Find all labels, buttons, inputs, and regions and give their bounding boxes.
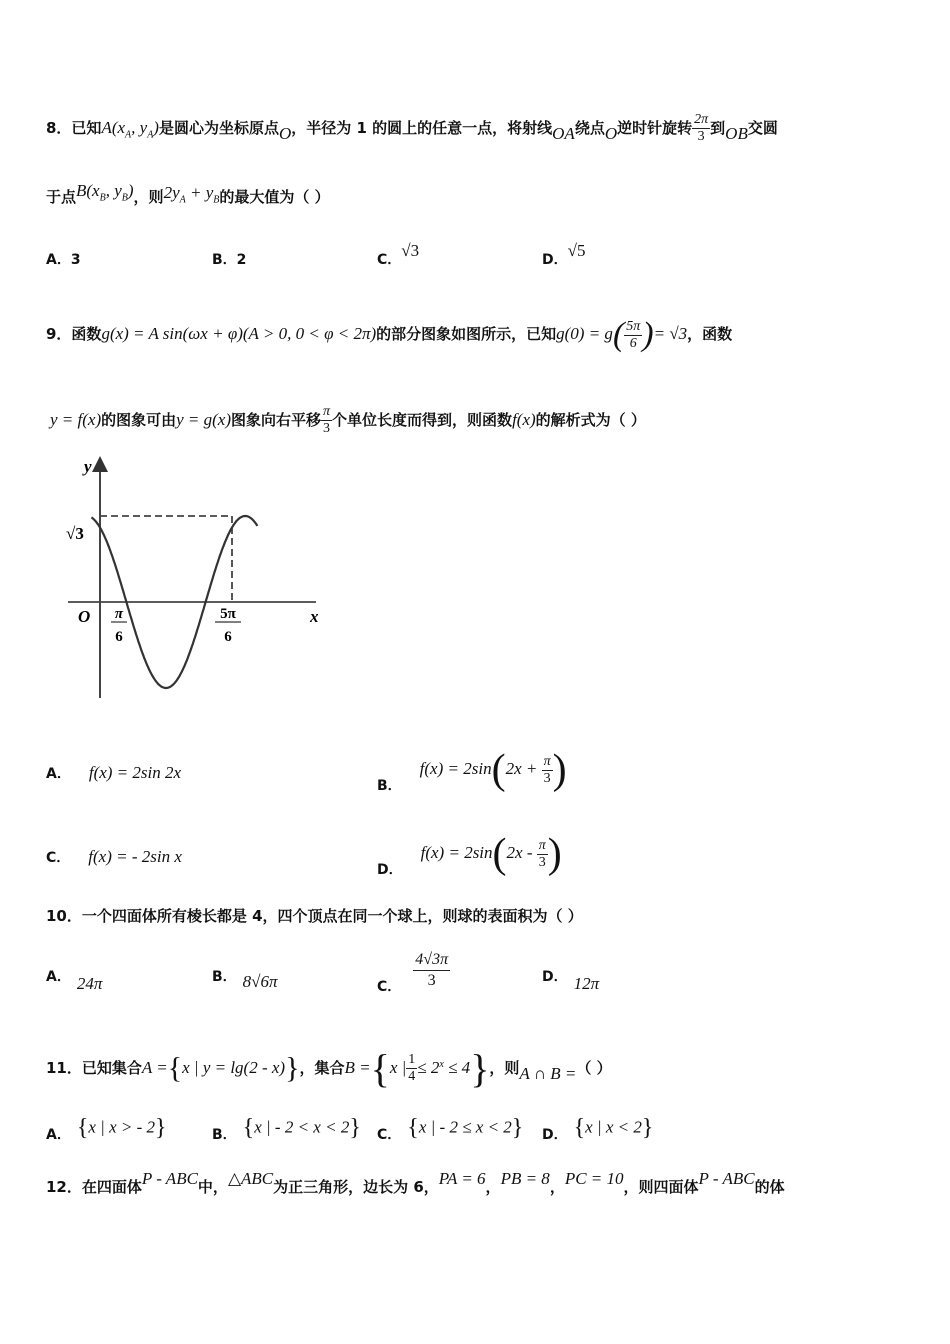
q8-text4: 逆时针旋转 [617,119,693,137]
q12-triangle: △ABC [227,1169,274,1188]
q8-pointA: $A(x_A$, $y_A$) [101,118,159,141]
q9-g-func: y = g(x) [176,410,232,429]
q8-option-b[interactable]: B．2 [212,252,247,268]
x-tick2-num: 5π [220,606,236,622]
q9-shift-fraction: $\frac{\pi}{3}$ [323,404,331,436]
q9-graph [64,452,334,704]
q10-option-d[interactable]: D． 12π [542,969,600,993]
q9-line1 [46,316,732,354]
q12-prefix: 12．在四面体 [46,1178,142,1196]
q9-function: g(x) = A sin(ωx + φ)(A > 0, 0 < φ < 2π) [101,323,377,343]
q11-option-c[interactable]: C． {x | - 2 ≤ x < 2} [377,1115,524,1143]
q8-text3: 绕点 [574,119,605,137]
q9-text1: 的部分图象如图所示，已知 [376,324,557,343]
q8-line2 [46,181,330,209]
q11-setB-name: B = [344,1058,371,1077]
q8-origin: O [278,124,292,143]
y-tick-sqrt3: √3 [66,524,84,543]
q9-l2-text2: 图象向右平移 [231,411,322,429]
q8-option-a[interactable]: A．3 [46,252,81,268]
q8-expression: $2y_A + y_B$ [163,183,220,206]
q12-stem: 12．在四面体P - ABC中，△ABC为正三角形，边长为 6，PA = 6，PB = 8，PC = 10，则四面体P - ABC的体 [46,1169,785,1196]
q11-option-d[interactable]: D． {x | x < 2} [542,1115,654,1143]
q8-ray-OB: OB [725,124,748,143]
q9-prefix: 9．函数 [46,324,102,343]
q9-condition: g(0) = g( $\frac{5\pi}{6}$ )= √3 [556,316,688,353]
x-tick1-num: π [114,606,124,622]
y-axis-label: y [84,457,92,476]
q11-text2: ，则 [489,1059,520,1077]
q12-PB: PB = 8 [500,1169,550,1188]
q9-f-func: y = f(x) [50,410,102,429]
q8-line2-prefix: 于点 [46,188,77,206]
q9-option-b[interactable]: B．f(x) = 2sin(2x + $\frac{\pi}{3}$ ) [377,747,567,794]
q8-text8: 的最大值为（ ） [219,188,330,206]
q11-prefix: 11．已知集合 [46,1059,142,1077]
x-tick2-den: 6 [224,629,232,645]
q8-text7: ，则 [133,188,164,206]
q11-intersection: A ∩ B = [519,1064,577,1083]
q8-text2: ，半径为 1 的圆上的任意一点，将射线 [291,119,553,137]
x-axis-label: x [310,607,319,626]
q11-text1: ，集合 [299,1059,345,1077]
q8-angle-fraction: $\frac{2\pi}{3}$ [694,112,709,144]
q8-option-d[interactable]: D．√5 [542,241,586,268]
q8-text6: 交圆 [747,119,778,137]
q8-pointB: $B(x_B$, $y_B$) [76,181,134,204]
q9-line2 [50,404,646,437]
x-tick1-den: 6 [115,629,123,645]
q9-l2-text1: 的图象可由 [101,411,177,429]
q8-prefix: 8．已知 [46,119,102,137]
q11-option-b[interactable]: B． {x | - 2 < x < 2} [212,1115,361,1143]
q11-stem: 11．已知集合A ={x | y = lg(2 - x)}，集合B ={x | $\frac{1}{4}$ ≤ $2^x \le 4$}，则A ∩ B =（ ） [46,1046,612,1091]
q9-option-d[interactable]: D．f(x) = 2sin(2x - $\frac{\pi}{3}$ ) [377,831,562,878]
q11-setA-name: A = [141,1058,168,1077]
q9-l2-text4: 的解析式为（ ） [535,411,646,429]
q11-text3: （ ） [576,1059,612,1077]
q8-text1: 是圆心为坐标原点 [158,119,279,137]
origin-label: O [78,607,91,626]
q12-PA: PA = 6 [438,1169,486,1188]
q11-option-a[interactable]: A． {x | x > - 2} [46,1115,167,1143]
q10-stem: 10．一个四面体所有棱长都是 4，四个顶点在同一个球上，则球的表面积为（ ） [46,907,583,925]
q8-option-c[interactable]: C．√3 [377,241,420,268]
q12-tetra-2: P - ABC [698,1169,755,1188]
q9-fx: f(x) [512,410,536,429]
q9-option-c[interactable]: C． f(x) = - 2sin x [46,847,182,866]
q10-option-b[interactable]: B． 8√6π [212,969,278,991]
q10-option-c[interactable]: C． $\frac{4√3\pi}{3}$ [377,951,449,995]
q12-tetra: P - ABC [141,1169,198,1188]
q8-ray-OA: OA [552,124,575,143]
q10-option-a[interactable]: A． 24π [46,969,103,993]
q12-PC: PC = 10 [564,1169,624,1188]
q9-option-a[interactable]: A． f(x) = 2sin 2x [46,763,182,782]
q9-text2: ，函数 [687,324,733,343]
q11-setA-body: x | y = lg(2 - x) [182,1058,286,1077]
q8-origin-2: O [604,124,618,143]
q8-text5: 到 [710,119,726,137]
q8-line1 [46,112,778,145]
q9-l2-text3: 个单位长度而得到，则函数 [332,411,513,429]
